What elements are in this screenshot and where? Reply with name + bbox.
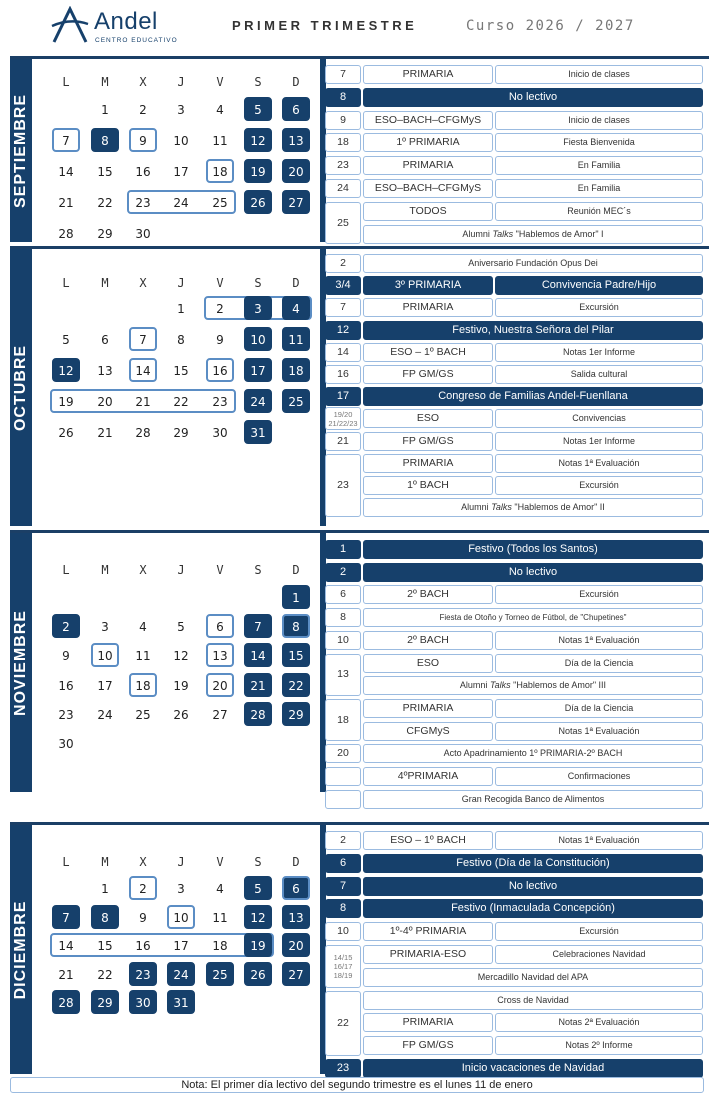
weekday-header: J <box>177 75 185 89</box>
event-description: Acto Apadrinamiento 1º PRIMARIA-2º BACH <box>363 744 703 763</box>
event-group: FP GM/GS <box>363 365 493 384</box>
calendar-day[interactable]: 18 <box>212 939 228 954</box>
calendar-day[interactable]: 13 <box>282 128 310 152</box>
event-description: Mercadillo Navidad del APA <box>363 968 703 987</box>
calendar-day[interactable]: 8 <box>91 905 119 929</box>
event-description: Fiesta de Otoño y Torneo de Fútbol, de "Chupetines" <box>363 608 703 627</box>
event-activity: Notas 1ª Evaluación <box>495 454 703 473</box>
event-group: CFGMyS <box>363 722 493 741</box>
event-date: 23 <box>325 454 361 518</box>
calendar-day[interactable]: 25 <box>282 389 310 413</box>
weekday-header: J <box>177 276 185 290</box>
event-activity: Inicio de clases <box>495 111 703 130</box>
event-description: Gran Recogida Banco de Alimentos <box>363 790 703 809</box>
event-group: TODOS <box>363 202 493 221</box>
event-date: 8 <box>325 88 361 107</box>
weekday-header: X <box>139 276 147 290</box>
event-date: 7 <box>325 65 361 84</box>
calendar-day[interactable]: 12 <box>244 128 272 152</box>
event-date: 18 <box>325 699 361 741</box>
calendar-day[interactable]: 7 <box>244 614 272 638</box>
event-activity: Confirmaciones <box>495 767 703 786</box>
calendar-day[interactable]: 26 <box>173 707 189 722</box>
weekday-header: V <box>216 276 224 290</box>
event-date <box>325 790 361 809</box>
event-activity: Inicio de clases <box>495 65 703 84</box>
event-date: 25 <box>325 202 361 245</box>
calendar-day[interactable]: 9 <box>216 333 224 347</box>
calendar-day[interactable]: 4 <box>282 296 310 320</box>
event-activity: Excursión <box>495 585 703 604</box>
event-activity: Convivencia Padre/Hijo <box>495 276 703 295</box>
event-description: No lectivo <box>363 877 703 896</box>
calendar-day[interactable]: 28 <box>244 702 272 726</box>
footer-note: Nota: El primer día lectivo del segundo trimestre es el lunes 11 de enero <box>10 1077 704 1093</box>
weekday-header: X <box>139 855 147 869</box>
event-description: Festivo (Día de la Constitución) <box>363 854 703 873</box>
calendar-day[interactable]: 22 <box>282 673 310 697</box>
calendar-day[interactable]: 23 <box>129 962 157 986</box>
calendar-day[interactable]: 26 <box>58 426 74 440</box>
calendar-day[interactable]: 31 <box>167 990 195 1014</box>
logo-name: Andel <box>94 8 158 35</box>
calendar-day[interactable]: 23 <box>58 707 74 722</box>
event-group: FP GM/GS <box>363 1036 493 1055</box>
event-date: 19/20 21/22/23 <box>325 407 361 430</box>
calendar-day[interactable]: 11 <box>282 327 310 351</box>
calendar-day[interactable]: 26 <box>244 962 272 986</box>
calendar-day[interactable]: 20 <box>282 159 310 183</box>
month-label <box>10 249 32 526</box>
calendar-day[interactable]: 5 <box>177 620 185 635</box>
event-date: 14/15 16/17 18/19 <box>325 945 361 988</box>
event-date: 6 <box>325 854 361 873</box>
event-date: 18 <box>325 133 361 152</box>
calendar-day[interactable]: 10 <box>167 905 195 929</box>
calendar-day[interactable]: 24 <box>173 196 189 210</box>
event-activity: Notas 1ª Evaluación <box>495 831 703 850</box>
calendar-day[interactable]: 20 <box>206 673 234 697</box>
month-label <box>10 825 32 1074</box>
calendar-day[interactable]: 22 <box>97 196 113 210</box>
event-date: 2 <box>325 254 361 273</box>
calendar-day[interactable]: 28 <box>58 227 74 241</box>
event-group: 1º PRIMARIA <box>363 133 493 152</box>
calendar-day[interactable]: 15 <box>97 939 113 954</box>
calendar-day[interactable]: 29 <box>282 702 310 726</box>
weekday-header: D <box>292 75 300 89</box>
event-date: 23 <box>325 1059 361 1078</box>
calendar-day[interactable]: 10 <box>91 643 119 667</box>
calendar-day[interactable]: 2 <box>139 103 147 117</box>
event-group: 1º BACH <box>363 476 493 495</box>
calendar-day[interactable]: 10 <box>244 327 272 351</box>
calendar-day[interactable]: 13 <box>206 643 234 667</box>
calendar-day[interactable]: 2 <box>52 614 80 638</box>
calendar-day[interactable]: 12 <box>52 358 80 382</box>
event-description: Cross de Navidad <box>363 991 703 1010</box>
weekday-header: J <box>177 563 185 577</box>
calendar-day[interactable]: 14 <box>58 165 74 179</box>
event-activity: Fiesta Bienvenida <box>495 133 703 152</box>
event-activity: Convivencias <box>495 409 703 428</box>
event-group: 1º-4º PRIMARIA <box>363 922 493 941</box>
weekday-header: M <box>101 276 109 290</box>
calendar-day[interactable]: 28 <box>135 426 151 440</box>
weekday-header: S <box>254 75 262 89</box>
event-group: PRIMARIA <box>363 699 493 718</box>
calendar-day[interactable]: 9 <box>139 910 147 925</box>
event-group: ESO <box>363 654 493 673</box>
event-group: PRIMARIA <box>363 156 493 175</box>
calendar-day[interactable]: 20 <box>282 933 310 957</box>
calendar-day[interactable]: 11 <box>135 649 151 664</box>
calendar-day[interactable]: 21 <box>244 673 272 697</box>
calendar-day[interactable]: 12 <box>244 905 272 929</box>
event-group: 4ºPRIMARIA <box>363 767 493 786</box>
weekday-header: M <box>101 563 109 577</box>
calendar-day[interactable]: 27 <box>282 962 310 986</box>
calendar-day[interactable]: 17 <box>244 358 272 382</box>
calendar-day[interactable]: 27 <box>282 190 310 214</box>
weekday-header: S <box>254 276 262 290</box>
event-activity: Notas 2ª Evaluación <box>495 1013 703 1032</box>
event-group: 3º PRIMARIA <box>363 276 493 295</box>
event-group: PRIMARIA-ESO <box>363 945 493 964</box>
weekday-header: D <box>292 276 300 290</box>
event-activity: En Familia <box>495 156 703 175</box>
event-date: 24 <box>325 179 361 198</box>
course-label: Curso 2026 / 2027 <box>466 18 635 34</box>
event-group: PRIMARIA <box>363 65 493 84</box>
event-date: 13 <box>325 654 361 696</box>
calendar-day[interactable]: 16 <box>58 678 74 693</box>
event-group: PRIMARIA <box>363 454 493 473</box>
calendar-day[interactable]: 14 <box>58 939 74 954</box>
calendar-day[interactable]: 25 <box>135 707 151 722</box>
calendar-day[interactable]: 1 <box>177 302 185 316</box>
month-diciembre <box>10 822 709 1074</box>
calendar-day[interactable]: 14 <box>129 358 157 382</box>
month-name: NOVIEMBRE <box>12 609 29 716</box>
andel-logo-icon <box>50 6 90 44</box>
calendar-day[interactable]: 11 <box>212 910 228 925</box>
event-date: 1 <box>325 540 361 559</box>
event-description: Alumni Talks "Hablemos de Amor" I <box>363 225 703 244</box>
calendar-day[interactable]: 7 <box>129 327 157 351</box>
event-description: Festivo (Inmaculada Concepción) <box>363 899 703 918</box>
event-description: No lectivo <box>363 88 703 107</box>
calendar-day[interactable]: 21 <box>58 196 74 210</box>
calendar-day[interactable]: 1 <box>101 882 109 896</box>
event-description: Congreso de Familias Andel-Fuenllana <box>363 387 703 406</box>
event-date: 8 <box>325 608 361 627</box>
event-group: ESO – 1º BACH <box>363 831 493 850</box>
weekday-header: S <box>254 563 262 577</box>
calendar-day[interactable]: 3 <box>244 296 272 320</box>
calendar-day[interactable]: 29 <box>173 426 189 440</box>
month-name: OCTUBRE <box>12 344 29 431</box>
event-date: 7 <box>325 298 361 317</box>
calendar-day[interactable]: 11 <box>212 134 228 148</box>
calendar-day[interactable]: 3 <box>177 882 185 896</box>
weekday-header: V <box>216 855 224 869</box>
event-group: ESO–BACH–CFGMyS <box>363 179 493 198</box>
event-description: Festivo, Nuestra Señora del Pilar <box>363 321 703 340</box>
weekday-header: S <box>254 855 262 869</box>
calendar-day[interactable]: 15 <box>97 165 113 179</box>
calendar-day[interactable]: 23 <box>212 395 228 409</box>
calendar-day[interactable]: 16 <box>206 358 234 382</box>
calendar-day[interactable]: 30 <box>212 426 228 440</box>
event-activity: Celebraciones Navidad <box>495 945 703 964</box>
weekday-header: D <box>292 855 300 869</box>
event-activity: Salida cultural <box>495 365 703 384</box>
event-description: Festivo (Todos los Santos) <box>363 540 703 559</box>
event-group: PRIMARIA <box>363 1013 493 1032</box>
calendar-day[interactable]: 6 <box>101 333 109 347</box>
event-date: 2 <box>325 563 361 582</box>
calendar-day[interactable]: 15 <box>282 643 310 667</box>
weekday-header: L <box>62 563 70 577</box>
weekday-header: X <box>139 563 147 577</box>
calendar-day[interactable]: 16 <box>135 165 151 179</box>
event-group: PRIMARIA <box>363 298 493 317</box>
calendar-day[interactable]: 6 <box>282 876 310 900</box>
calendar-day[interactable]: 13 <box>97 364 113 378</box>
weekday-header: J <box>177 855 185 869</box>
calendar-day[interactable]: 7 <box>52 128 80 152</box>
calendar-day[interactable]: 5 <box>62 333 70 347</box>
calendar-day[interactable]: 21 <box>58 967 74 982</box>
calendar-day[interactable]: 24 <box>97 707 113 722</box>
event-description: No lectivo <box>363 563 703 582</box>
event-activity: Excursión <box>495 922 703 941</box>
date-range-highlight <box>50 933 274 957</box>
page-title: PRIMER TRIMESTRE <box>232 18 418 33</box>
calendar-day[interactable]: 21 <box>97 426 113 440</box>
event-activity: Día de la Ciencia <box>495 699 703 718</box>
event-description: Alumni Talks "Hablemos de Amor" II <box>363 498 703 517</box>
month-name: SEPTIEMBRE <box>12 93 29 208</box>
weekday-header: L <box>62 855 70 869</box>
event-description: Inicio vacaciones de Navidad <box>363 1059 703 1078</box>
calendar-day[interactable]: 6 <box>282 97 310 121</box>
event-description: Alumni Talks "Hablemos de Amor" III <box>363 676 703 695</box>
calendar-day[interactable]: 6 <box>206 614 234 638</box>
calendar-day[interactable]: 5 <box>244 876 272 900</box>
event-date: 6 <box>325 585 361 604</box>
event-activity: Día de la Ciencia <box>495 654 703 673</box>
month-label <box>10 533 32 792</box>
calendar-day[interactable]: 7 <box>52 905 80 929</box>
event-date: 14 <box>325 343 361 362</box>
calendar-day[interactable]: 20 <box>97 395 113 409</box>
event-date: 22 <box>325 991 361 1056</box>
calendar-day[interactable]: 22 <box>97 967 113 982</box>
calendar-day[interactable]: 13 <box>282 905 310 929</box>
event-date: 3/4 <box>325 276 361 295</box>
event-date: 9 <box>325 111 361 130</box>
calendar-day[interactable]: 8 <box>282 614 310 638</box>
event-date: 8 <box>325 899 361 918</box>
calendar-day[interactable]: 19 <box>173 678 189 693</box>
event-date: 2 <box>325 831 361 850</box>
weekday-header: L <box>62 75 70 89</box>
weekday-header: D <box>292 563 300 577</box>
event-group: ESO–BACH–CFGMyS <box>363 111 493 130</box>
calendar-day[interactable]: 24 <box>244 389 272 413</box>
event-date: 17 <box>325 387 361 406</box>
event-date: 21 <box>325 432 361 451</box>
month-name: DICIEMBRE <box>12 900 29 999</box>
calendar-day[interactable]: 26 <box>244 190 272 214</box>
event-activity: Notas 2º Informe <box>495 1036 703 1055</box>
calendar-day[interactable]: 19 <box>58 395 74 409</box>
calendar-day[interactable]: 10 <box>173 134 189 148</box>
calendar-day[interactable]: 1 <box>101 103 109 117</box>
event-group: FP GM/GS <box>363 432 493 451</box>
calendar-day[interactable]: 3 <box>177 103 185 117</box>
calendar-day[interactable]: 25 <box>206 962 234 986</box>
calendar-day[interactable]: 19 <box>244 159 272 183</box>
calendar-day[interactable]: 31 <box>244 420 272 444</box>
calendar-day[interactable]: 17 <box>173 165 189 179</box>
event-activity: Notas 1er Informe <box>495 432 703 451</box>
event-date <box>325 767 361 786</box>
calendar-day[interactable]: 28 <box>52 990 80 1014</box>
calendar-day[interactable]: 25 <box>212 196 228 210</box>
header <box>0 0 720 54</box>
event-date: 10 <box>325 631 361 650</box>
calendar-day[interactable]: 30 <box>129 990 157 1014</box>
month-septiembre <box>10 56 709 242</box>
calendar-day[interactable]: 2 <box>129 876 157 900</box>
calendar-day[interactable]: 18 <box>129 673 157 697</box>
event-date: 20 <box>325 744 361 763</box>
weekday-header: L <box>62 276 70 290</box>
calendar-day[interactable]: 14 <box>244 643 272 667</box>
calendar-day[interactable]: 19 <box>244 933 272 957</box>
calendar-day[interactable]: 9 <box>62 649 70 664</box>
weekday-header: M <box>101 75 109 89</box>
event-date: 16 <box>325 365 361 384</box>
event-date: 10 <box>325 922 361 941</box>
calendar-day[interactable]: 29 <box>97 227 113 241</box>
calendar-day[interactable]: 30 <box>58 737 74 751</box>
event-activity: Reunión MEC´s <box>495 202 703 221</box>
calendar-day[interactable]: 4 <box>216 103 224 117</box>
weekday-header: M <box>101 855 109 869</box>
calendar-day[interactable]: 16 <box>135 939 151 954</box>
calendar-day[interactable]: 30 <box>135 227 151 241</box>
event-group: 2º BACH <box>363 585 493 604</box>
event-activity: Excursión <box>495 476 703 495</box>
event-activity: En Familia <box>495 179 703 198</box>
calendar-day[interactable]: 4 <box>139 620 147 635</box>
weekday-header: V <box>216 563 224 577</box>
logo-subtitle: CENTRO EDUCATIVO <box>95 37 178 44</box>
calendar-day[interactable]: 3 <box>101 620 109 635</box>
event-activity: Notas 1ª Evaluación <box>495 631 703 650</box>
month-noviembre <box>10 530 709 804</box>
calendar-day[interactable]: 18 <box>282 358 310 382</box>
calendar-day[interactable]: 12 <box>173 649 189 664</box>
weekday-header: X <box>139 75 147 89</box>
event-description: Aniversario Fundación Opus Dei <box>363 254 703 273</box>
calendar-day[interactable]: 24 <box>167 962 195 986</box>
weekday-header: V <box>216 75 224 89</box>
calendar-day[interactable]: 15 <box>173 364 189 378</box>
calendar-day[interactable]: 18 <box>206 159 234 183</box>
calendar-day[interactable]: 21 <box>135 395 151 409</box>
calendar-day[interactable]: 2 <box>216 302 224 316</box>
event-activity: Excursión <box>495 298 703 317</box>
month-octubre <box>10 246 709 526</box>
calendar-day[interactable]: 9 <box>129 128 157 152</box>
event-date: 7 <box>325 877 361 896</box>
calendar-day[interactable]: 1 <box>282 585 310 609</box>
calendar-day[interactable]: 23 <box>135 196 151 210</box>
month-label <box>10 59 32 242</box>
event-group: 2º BACH <box>363 631 493 650</box>
event-date: 23 <box>325 156 361 175</box>
calendar-day[interactable]: 29 <box>91 990 119 1014</box>
event-group: ESO – 1º BACH <box>363 343 493 362</box>
calendar-day[interactable]: 8 <box>177 333 185 347</box>
calendar-day[interactable]: 17 <box>97 678 113 693</box>
calendar-day[interactable]: 4 <box>216 882 224 896</box>
calendar-day[interactable]: 5 <box>244 97 272 121</box>
event-group: ESO <box>363 409 493 428</box>
calendar-day[interactable]: 27 <box>212 707 228 722</box>
calendar-day[interactable]: 22 <box>173 395 189 409</box>
event-activity: Notas 1er Informe <box>495 343 703 362</box>
event-activity: Notas 1ª Evaluación <box>495 722 703 741</box>
calendar-day[interactable]: 17 <box>173 939 189 954</box>
event-date: 12 <box>325 321 361 340</box>
calendar-day[interactable]: 8 <box>91 128 119 152</box>
